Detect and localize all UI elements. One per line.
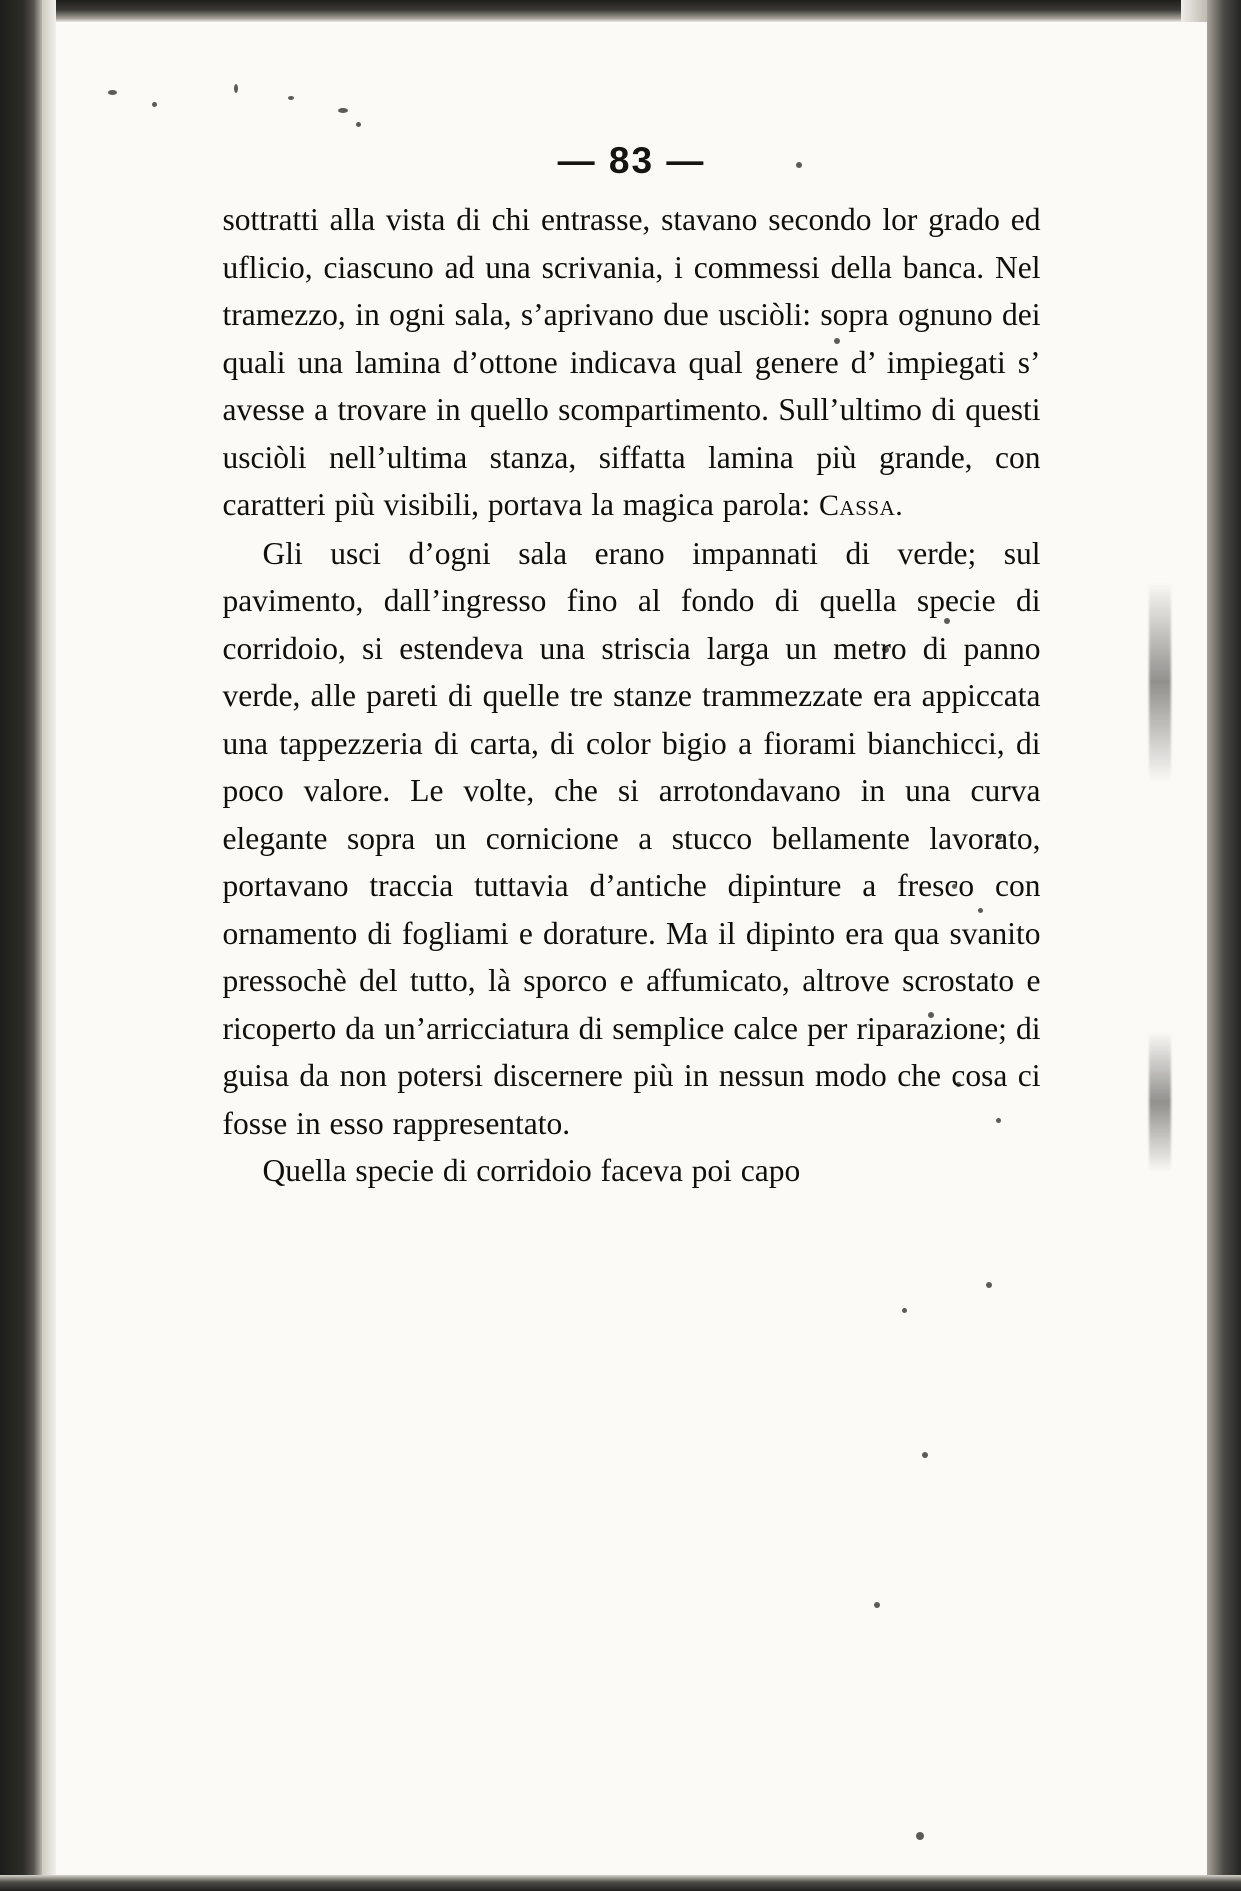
paragraph-text: sottratti alla vista di chi entrasse, stavano secondo lor grado ed uflicio, ciascuno ad una scrivania, i commessi della banca. Nel tramezzo, in ogni sala, s’aprivano due usciòli: sopra ognuno dei quali una lamina d’ottone indicava qual genere d’ impiegati s’ avesse a trovare in quello scompartimento. Sull’ultimo di questi usciòli nell’ultima stanza, siffatta lamina più grande, con caratteri più visibili, portava la magica parola: — [222, 202, 1041, 522]
scan-speck — [922, 1452, 928, 1458]
body-text-column — [223, 196, 1041, 1195]
small-caps-word: Cassa. — [819, 489, 904, 522]
scan-speck — [902, 1308, 907, 1313]
scan-speck — [874, 1602, 880, 1608]
paragraph — [223, 196, 1041, 530]
scan-edge-top — [0, 0, 1241, 22]
scan-edge-left — [0, 0, 42, 1891]
paragraph: Gli usci d’ogni sala erano impannati di verde; sul pavimento, dall’ingresso fino al fondo di quella specie di corridoio, si estendeva una striscia larga un metro di panno verde, alle pareti di quelle tre stanze trammezzate era appiccata una tappezzeria di carta, di color bigio a fiorami bianchicci, di poco valore. Le volte, che si arrotondavano in una curva elegante sopra un cornicione a stucco bellamente lavorato, portavano traccia tuttavia d’antiche dipinture a fresco con ornamento di fogliami e dorature. Ma il dipinto era qua svanito pressochè del tutto, là sporco e affumicato, altrove scrostato e ricoperto da un’arricciatura di semplice calce per riparazione; di guisa da non potersi discernere più in nessun modo che cosa ci fosse in esso rappresentato. — [222, 535, 1041, 1141]
scan-edge-left-inner — [42, 0, 56, 1891]
scan-speck — [916, 1832, 924, 1840]
scan-speck — [986, 1282, 992, 1288]
paragraph: Quella specie di corridoio faceva poi capo — [262, 1153, 801, 1188]
page-number: — 83 — — [557, 140, 706, 181]
scan-edge-bottom — [0, 1875, 1241, 1891]
scan-edge-right — [1207, 0, 1241, 1891]
page-content — [56, 22, 1207, 1195]
paper-surface — [56, 22, 1207, 1875]
